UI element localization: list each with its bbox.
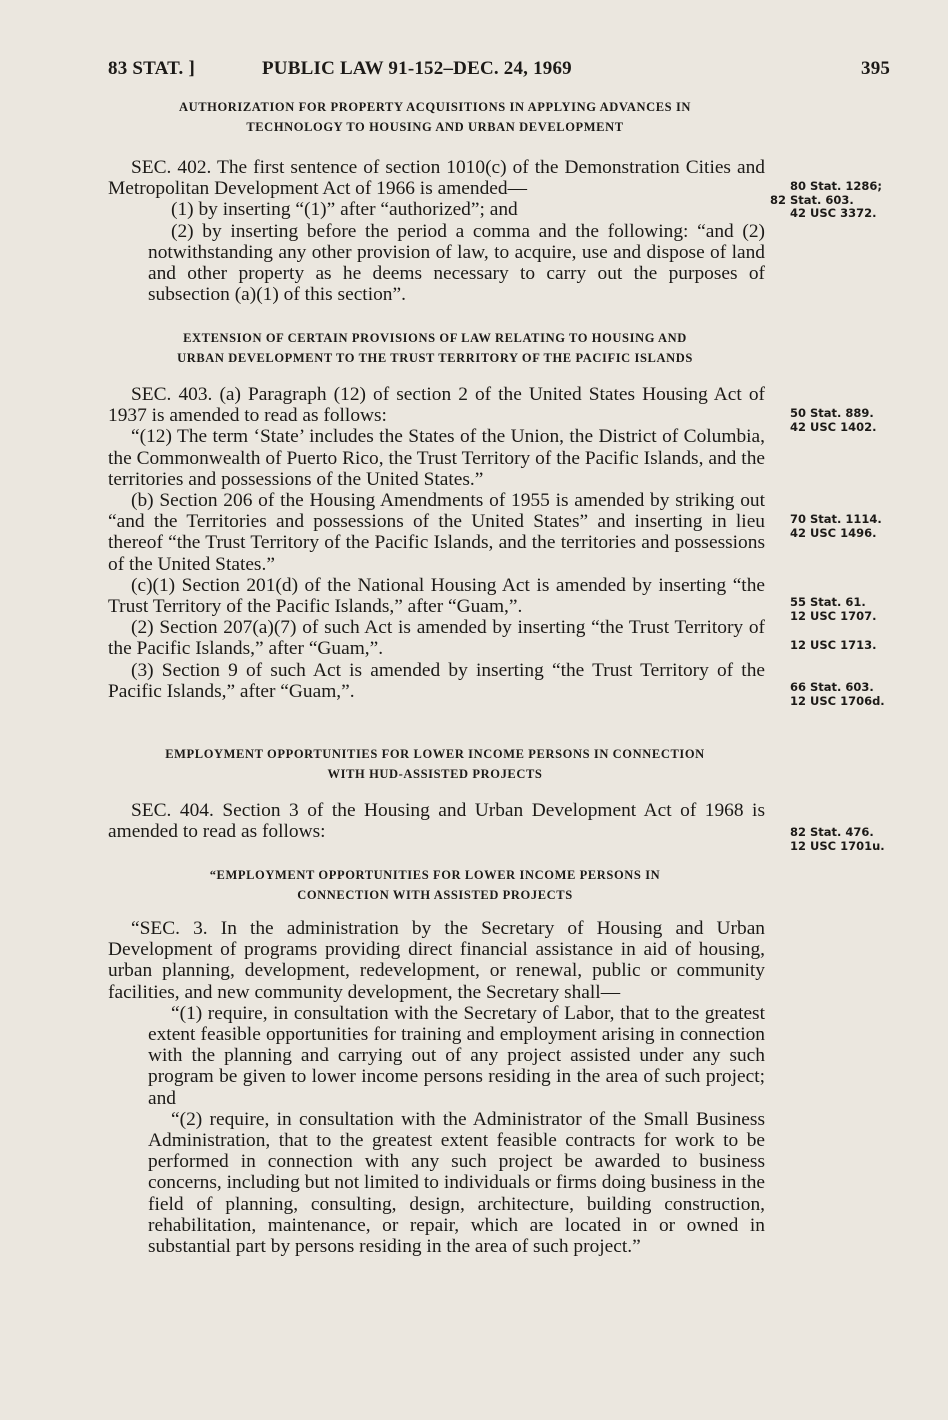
paragraph: (c)(1) Section 201(d) of the National Housing Act is amended by inserting “the Trust Territory of the Pacific Islands,” after “Guam,”. (108, 574, 765, 618)
paragraph: (3) Section 9 of such Act is amended by inserting “the Trust Territory of the Pacific Islands,” after “Guam,”. (108, 659, 765, 702)
margin-citation: 80 Stat. 1286; 82 Stat. 603. 42 USC 3372. (770, 179, 883, 220)
paragraph: (b) Section 206 of the Housing Amendments of 1955 is amended by striking out “and the Territories and possessions of the United States” and inserting in lieu thereof “the Trust Territory of the Pacific Islands, and the territories and possessions of the United States.” (108, 490, 765, 575)
margin-citation: 55 Stat. 61. 12 USC 1707. (790, 595, 877, 623)
margin-citation: 70 Stat. 1114. 42 USC 1496. (790, 512, 882, 540)
page-number: 395 (861, 58, 891, 79)
paragraph: “(1) require, in consultation with the Secretary of Labor, that to the greatest extent feasible opportunities for training and employment arising in connection with the planning and carrying out of any project assisted under any such program be given to lower income persons residing in the area of such project; and (148, 1002, 765, 1109)
paragraph: SEC. 403. (a) Paragraph (12) of section 2 of the United States Housing Act of 1937 is amended to read as follows: (108, 384, 765, 427)
paragraph: “(2) require, in consultation with the Administrator of the Small Business Administration, that to the greatest extent feasible contracts for work to be performed in connection with any such project be awarded to business concerns, including but not limited to individuals or firms doing business in the field of planning, consulting, design, architecture, building construction, rehabilitation, maintenance, or repair, which are located in or owned in substantial part by persons residing in the area of such project.” (148, 1108, 765, 1258)
paragraph: (2) by inserting before the period a comma and the following: “and (2) notwithstanding any other provision of law, to acquire, use and dispose of land and other property as he deems necessary to carry out the purposes of subsection (a)(1) of this section”. (148, 220, 765, 306)
paragraph: “(12) The term ‘State’ includes the States of the Union, the District of Columbia, the Commonwealth of Puerto Rico, the Trust Territory of the Pacific Islands, and the territories and possessions of the United States.” (108, 426, 765, 490)
paragraph: SEC. 402. The first sentence of section 1010(c) of the Demonstration Cities and Metropolitan Development Act of 1966 is amended— (108, 157, 765, 200)
paragraph: “SEC. 3. In the administration by the Secretary of Housing and Urban Development of programs providing direct financial assistance in aid of housing, urban planning, development, redevelopment, or renewal, public or community facilities, and new community development, the Secretary shall— (108, 918, 765, 1003)
section-body (108, 918, 765, 1257)
section-heading: EXTENSION OF CERTAIN PROVISIONS OF LAW RELATING TO HOUSING AND URBAN DEVELOPMENT TO THE TRUST TERRITORY OF THE PACIFIC ISLANDS (177, 331, 693, 365)
paragraph: (2) Section 207(a)(7) of such Act is amended by inserting “the Trust Territory of the Pacific Islands,” after “Guam,”. (108, 617, 765, 660)
section-body (108, 800, 765, 842)
section-heading: “EMPLOYMENT OPPORTUNITIES FOR LOWER INCOME PERSONS IN CONNECTION WITH ASSISTED PROJECTS (209, 868, 661, 902)
margin-citation: 82 Stat. 476. 12 USC 1701u. (790, 825, 885, 853)
margin-citation: 66 Stat. 603. 12 USC 1706d. (790, 680, 885, 708)
page-title: PUBLIC LAW 91-152–DEC. 24, 1969 (262, 58, 572, 79)
section-heading: AUTHORIZATION FOR PROPERTY ACQUISITIONS IN APPLYING ADVANCES IN TECHNOLOGY TO HOUSING AND URBAN DEVELOPMENT (178, 100, 692, 134)
volume-reference: 83 STAT. ] (108, 58, 195, 79)
section-heading: EMPLOYMENT OPPORTUNITIES FOR LOWER INCOME PERSONS IN CONNECTION WITH HUD-ASSISTED PROJECTS (165, 747, 705, 781)
paragraph: SEC. 404. Section 3 of the Housing and Urban Development Act of 1968 is amended to read as follows: (108, 800, 765, 843)
paragraph: (1) by inserting “(1)” after “authorized”; and (171, 199, 518, 221)
section-body (108, 157, 765, 305)
margin-citation: 50 Stat. 889. 42 USC 1402. (790, 406, 877, 434)
section-body (108, 384, 765, 702)
margin-citation: 12 USC 1713. (790, 638, 877, 652)
